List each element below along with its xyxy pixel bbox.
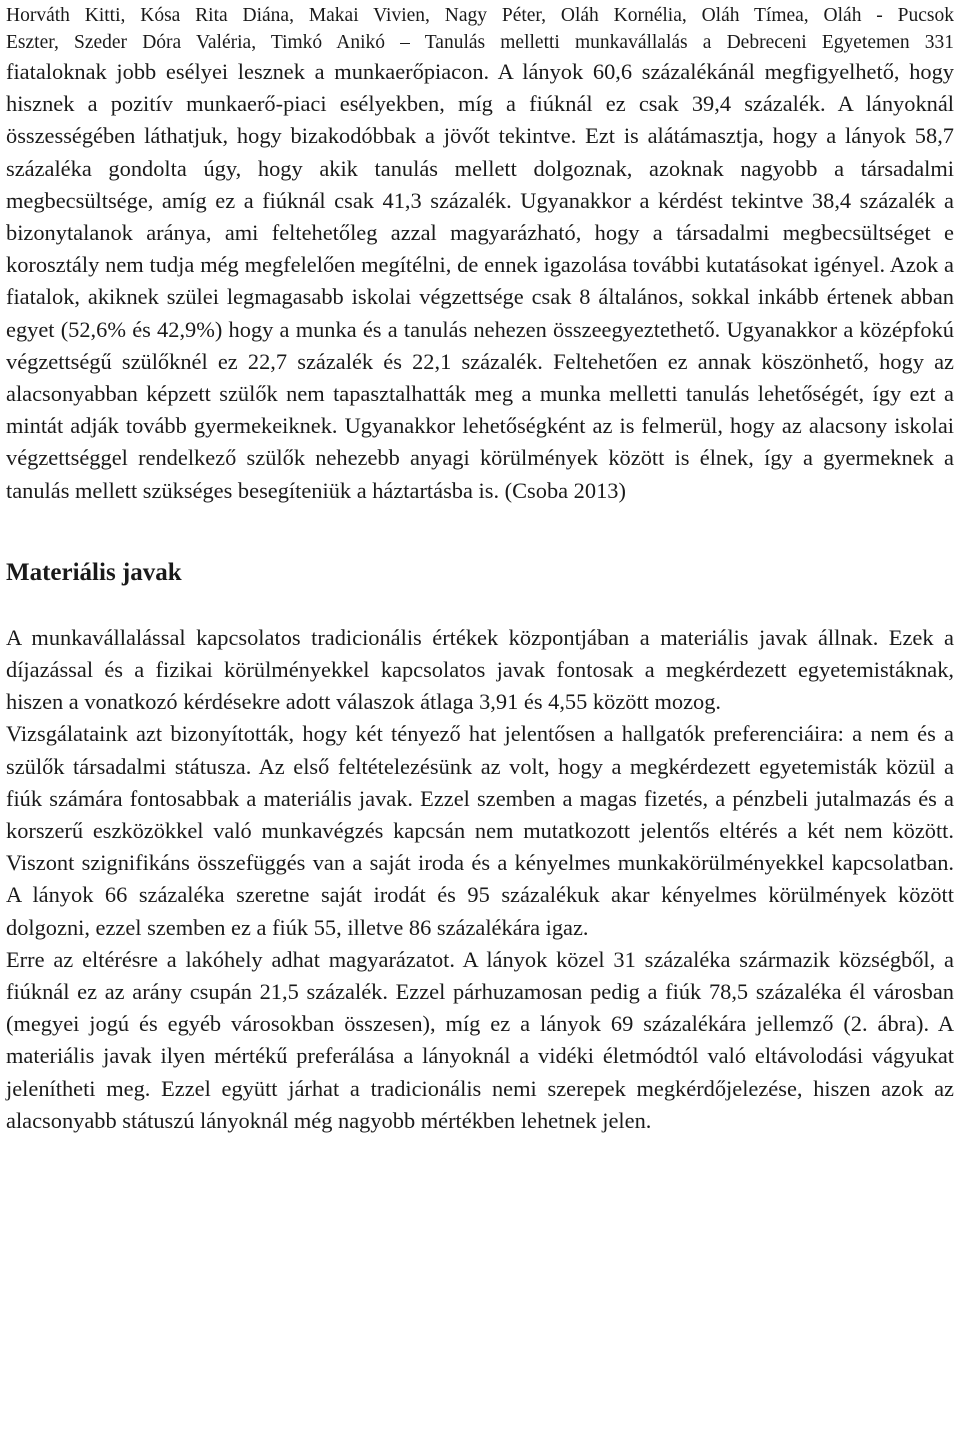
body-paragraph: fiataloknak jobb esélyei lesznek a munkaerőpiacon. A lányok 60,6 százalékánál megfigyelhető, hogy hisznek a pozitív munkaerő-piaci esélyekben, míg a fiúknál ez csak 39,4 százalék. A lányoknál összességében láthatjuk, hogy bizakodóbbak a jövőt tekintve. Ezt is alátámasztja, hogy a lányok 58,7 százaléka gondolta úgy, hogy akik tanulás mellett dolgoznak, azoknak nagyobb a társadalmi megbecsültsége, amíg ez a fiúknál csak 41,3 százalék. Ugyanakkor a kérdést tekintve 38,4 százalék a bizonytalanok aránya, ami feltehetőleg azzal magyarázható, hogy a társadalmi megbecsültséget e korosztály nem tudja még megfelelően megítélni, de ennek igazolása további kutatásokat igényel. Azok a fiatalok, akiknek szülei legmagasabb iskolai végzettsége csak 8 általános, sokkal inkább értenek abban egyet (52,6% és 42,9%) hogy a munka és a tanulás nehezen összeegyeztethető. Ugyanakkor a középfokú végzettségű szülőknél ez 22,7 százalék és 22,1 százalék. Feltehetően ez annak köszönhető, hogy az alacsonyabban képzett szülők nem tapasztalhatták meg a munka melletti tanulás lehetőségét, így ezt a mintát adják tovább gyermekeiknek. Ugyanakkor lehetőségként az is felmerül, hogy az alacsony iskolai végzettséggel rendelkező szülők nehezebb anyagi körülmények között is élnek, így a gyermeknek a tanulás mellett szükséges besegíteniük a háztartásba is. (Csoba 2013) [6, 59, 954, 503]
running-header [6, 2, 954, 56]
section-heading: Materiális javak [6, 558, 182, 586]
header-authors-line: Horváth Kitti, Kósa Rita Diána, Makai Vivien, Nagy Péter, Oláh Kornélia, Oláh Tímea, Oláh - Pucsok [6, 5, 954, 26]
body-paragraph: Vizsgálataink azt bizonyították, hogy két tényező hat jelentősen a hallgatók preferenciáira: a nem és a szülők társadalmi státusza. Az első feltételezésünk az volt, hogy a megkérdezett egyetemisták közül a fiúk számára fontosabbak a materiális javak. Ezzel szemben a magas fizetés, a pénzbeli jutalmazás és a korszerű eszközökkel való munkavégzés kapcsán nem mutatkozott jelentős eltérés a két nem között. Viszont szignifikáns összefüggés van a saját iroda és a kényelmes munkakörülményekkel kapcsolatban. A lányok 66 százaléka szeretne saját irodát és 95 százalékuk akar kényelmes körülmények között dolgozni, ezzel szemben ez a fiúk 55, illetve 86 százalékára igaz. [6, 721, 954, 940]
header-title-line: Eszter, Szeder Dóra Valéria, Timkó Anikó – Tanulás melletti munkavállalás a Debreceni Egyetemen 331 [6, 32, 954, 53]
body-paragraph: Erre az eltérésre a lakóhely adhat magyarázatot. A lányok közel 31 százaléka származik községből, a fiúknál ez az arány csupán 21,5 százalék. Ezzel párhuzamosan pedig a fiúk 78,5 százaléka él városban (megyei jogú és egyéb városokban összesen), míg ez a lányok 69 százalékára jellemző (2. ábra). A materiális javak ilyen mértékű preferálása a lányoknál a vidéki életmódtól való eltávolodási vágyukat jelenítheti meg. Ezzel együtt járhat a tradicionális nemi szerepek megkérdőjelezése, hiszen azok az alacsonyabb státuszú lányoknál még nagyobb mértékben lehetnek jelen. [6, 946, 954, 1133]
body-paragraph: A munkavállalással kapcsolatos tradicionális értékek központjában a materiális javak állnak. Ezek a díjazással és a fizikai körülményekkel kapcsolatos javak fontosak a megkérdezett egyetemistáknak, hiszen a vonatkozó kérdésekre adott válaszok átlaga 3,91 és 4,55 között mozog. [6, 624, 954, 715]
section-heading-wrap [6, 557, 954, 589]
document-page [6, 0, 954, 1137]
